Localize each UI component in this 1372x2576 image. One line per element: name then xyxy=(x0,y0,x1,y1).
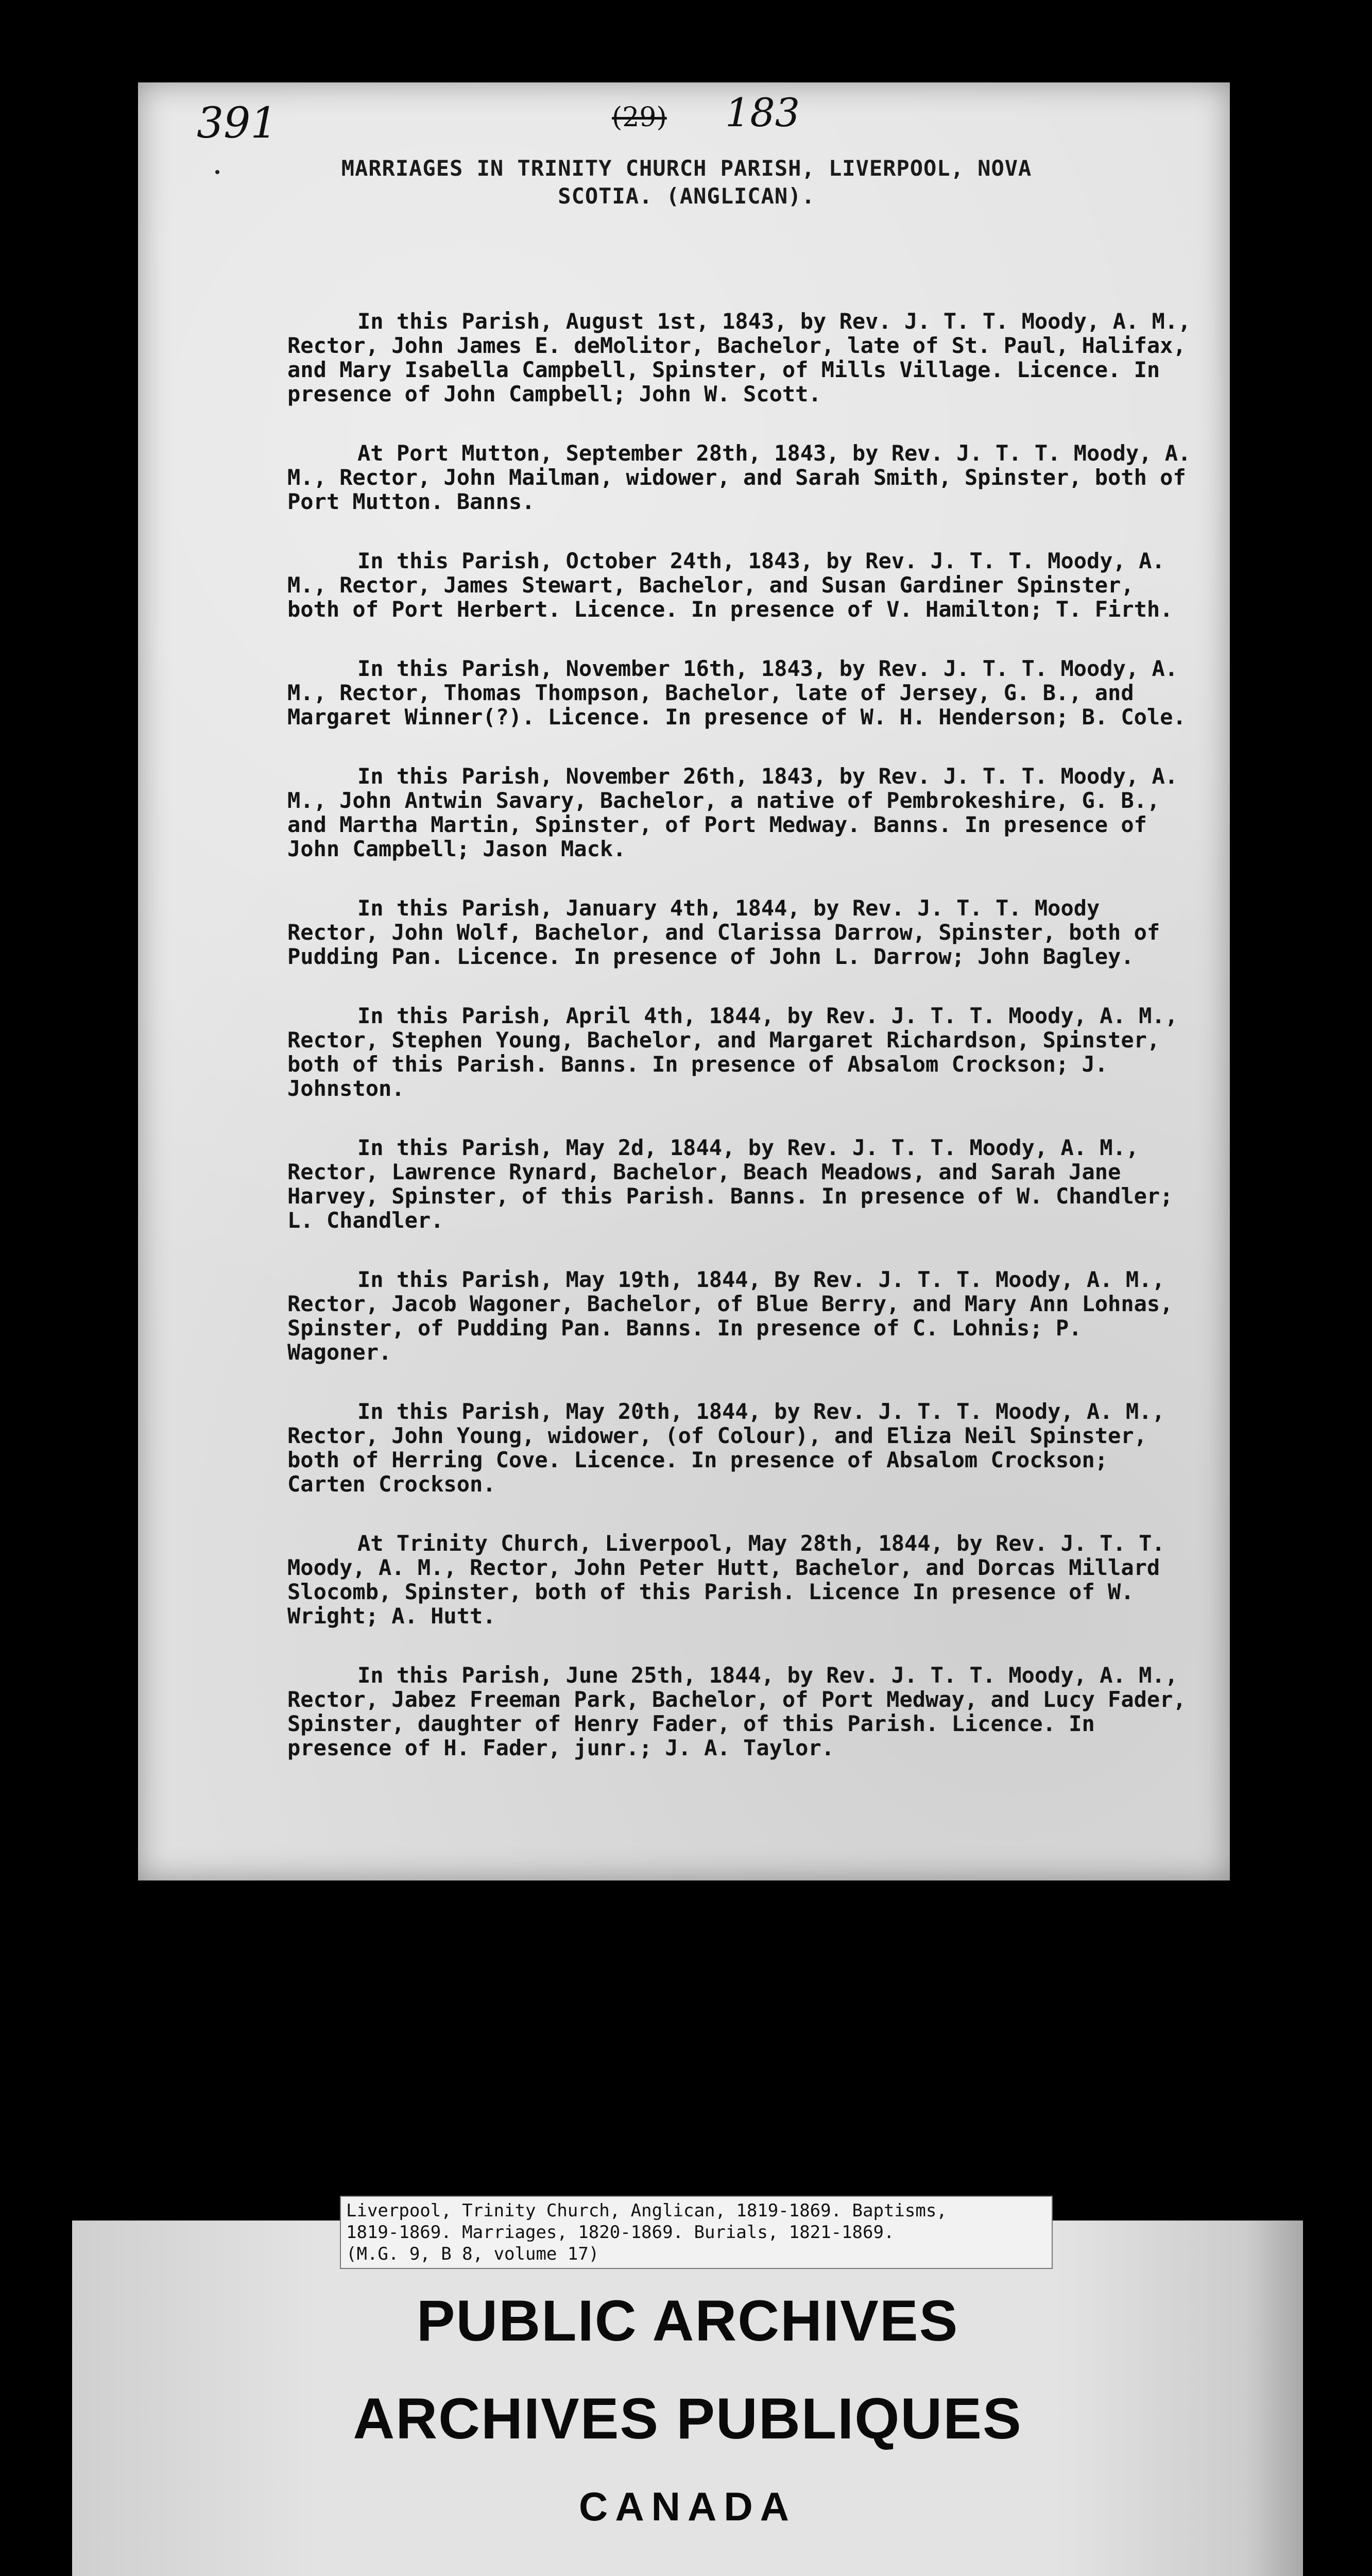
handwritten-page-number: 183 xyxy=(725,90,800,135)
document-page xyxy=(138,82,1230,1880)
reference-line-3: (M.G. 9, B 8, volume 17) xyxy=(346,2244,599,2264)
ink-dot xyxy=(215,170,219,174)
marriage-entry: In this Parish, November 26th, 1843, by Rev. J. T. T. Moody, A. M., John Antwin Savary, Bachelor, a native of Pembrokeshire, G. B., and Martha Martin, Spinster, of Port Medway. Banns. In presence of John Campbell; Jason Mack. xyxy=(287,764,1191,861)
marriage-entry: In this Parish, May 20th, 1844, by Rev. J. T. T. Moody, A. M., Rector, John Young, widower, (of Colour), and Eliza Neil Spinster, both of Herring Cove. Licence. In presence of Absalom Crockson; Carten Crockson. xyxy=(287,1399,1178,1497)
archives-publiques-stamp: ARCHIVES PUBLIQUES xyxy=(353,2386,1022,2451)
document-title xyxy=(293,155,1081,210)
marriage-entry: In this Parish, November 16th, 1843, by Rev. J. T. T. Moody, A. M., Rector, Thomas Thompson, Bachelor, late of Jersey, G. B., and Margaret Winner(?). Licence. In presence of W. H. Henderson; B. Cole. xyxy=(287,656,1191,730)
handwritten-old-page-number: (29) xyxy=(612,102,667,133)
title-line-2: SCOTIA. (ANGLICAN). xyxy=(558,183,815,209)
marriage-entry: In this Parish, May 19th, 1844, By Rev. J. T. T. Moody, A. M., Rector, Jacob Wagoner, Bachelor, of Blue Berry, and Mary Ann Lohnas, Spinster, of Pudding Pan. Banns. In presence of C. Lohnis; P. Wagoner. xyxy=(287,1267,1186,1365)
marriage-entries xyxy=(287,309,1204,1795)
marriage-entry: In this Parish, October 24th, 1843, by Rev. J. T. T. Moody, A. M., Rector, James Stewart, Bachelor, and Susan Gardiner Spinster, both of Port Herbert. Licence. In presence of V. Hamilton; T. Firth. xyxy=(287,548,1178,622)
marriage-entry: In this Parish, May 2d, 1844, by Rev. J. T. T. Moody, A. M., Rector, Lawrence Rynard, Bachelor, Beach Meadows, and Sarah Jane Harvey, Spinster, of this Parish. Banns. In presence of W. Chandler; L. Chandler. xyxy=(287,1135,1186,1233)
title-line-1: MARRIAGES IN TRINITY CHURCH PARISH, LIVERPOOL, NOVA xyxy=(341,156,1032,181)
handwritten-leaf-number: 391 xyxy=(197,99,278,148)
marriage-entry: In this Parish, June 25th, 1844, by Rev. J. T. T. Moody, A. M., Rector, Jabez Freeman Park, Bachelor, of Port Medway, and Lucy Fader, Spinster, daughter of Henry Fader, of this Parish. Licence. In presence of H. Fader, junr.; J. A. Taylor. xyxy=(287,1663,1199,1760)
marriage-entry: In this Parish, January 4th, 1844, by Rev. J. T. T. Moody Rector, John Wolf, Bachelor, and Clarissa Darrow, Spinster, both of Pudding Pan. Licence. In presence of John L. Darrow; John Bagley. xyxy=(287,895,1173,969)
marriage-entry: In this Parish, April 4th, 1844, by Rev. J. T. T. Moody, A. M., Rector, Stephen Young, Bachelor, and Margaret Richardson, Spinster, both of this Parish. Banns. In presence of Absalom Crockson; J. Johnston. xyxy=(287,1003,1191,1101)
marriage-entry: In this Parish, August 1st, 1843, by Rev. J. T. T. Moody, A. M., Rector, John James E. deMolitor, Bachelor, late of St. Paul, Halifax, and Mary Isabella Campbell, Spinster, of Mills Village. Licence. In presence of John Campbell; John W. Scott. xyxy=(287,309,1204,406)
marriage-entry: At Trinity Church, Liverpool, May 28th, 1844, by Rev. J. T. T. Moody, A. M., Rector, John Peter Hutt, Bachelor, and Dorcas Millard Slocomb, Spinster, both of this Parish. Licence In presence of W. Wright; A. Hutt. xyxy=(287,1531,1178,1629)
marriage-entry: At Port Mutton, September 28th, 1843, by Rev. J. T. T. Moody, A. M., Rector, John Mailman, widower, and Sarah Smith, Spinster, both of Port Mutton. Banns. xyxy=(287,440,1204,514)
collection-reference-label xyxy=(340,2196,1053,2269)
archive-target-card xyxy=(72,2200,1303,2576)
canada-stamp: CANADA xyxy=(579,2484,796,2529)
reference-line-2: 1819-1869. Marriages, 1820-1869. Burials, 1821-1869. xyxy=(346,2222,895,2243)
public-archives-stamp: PUBLIC ARCHIVES xyxy=(416,2289,959,2353)
reference-line-1: Liverpool, Trinity Church, Anglican, 1819-1869. Baptisms, xyxy=(346,2200,947,2221)
